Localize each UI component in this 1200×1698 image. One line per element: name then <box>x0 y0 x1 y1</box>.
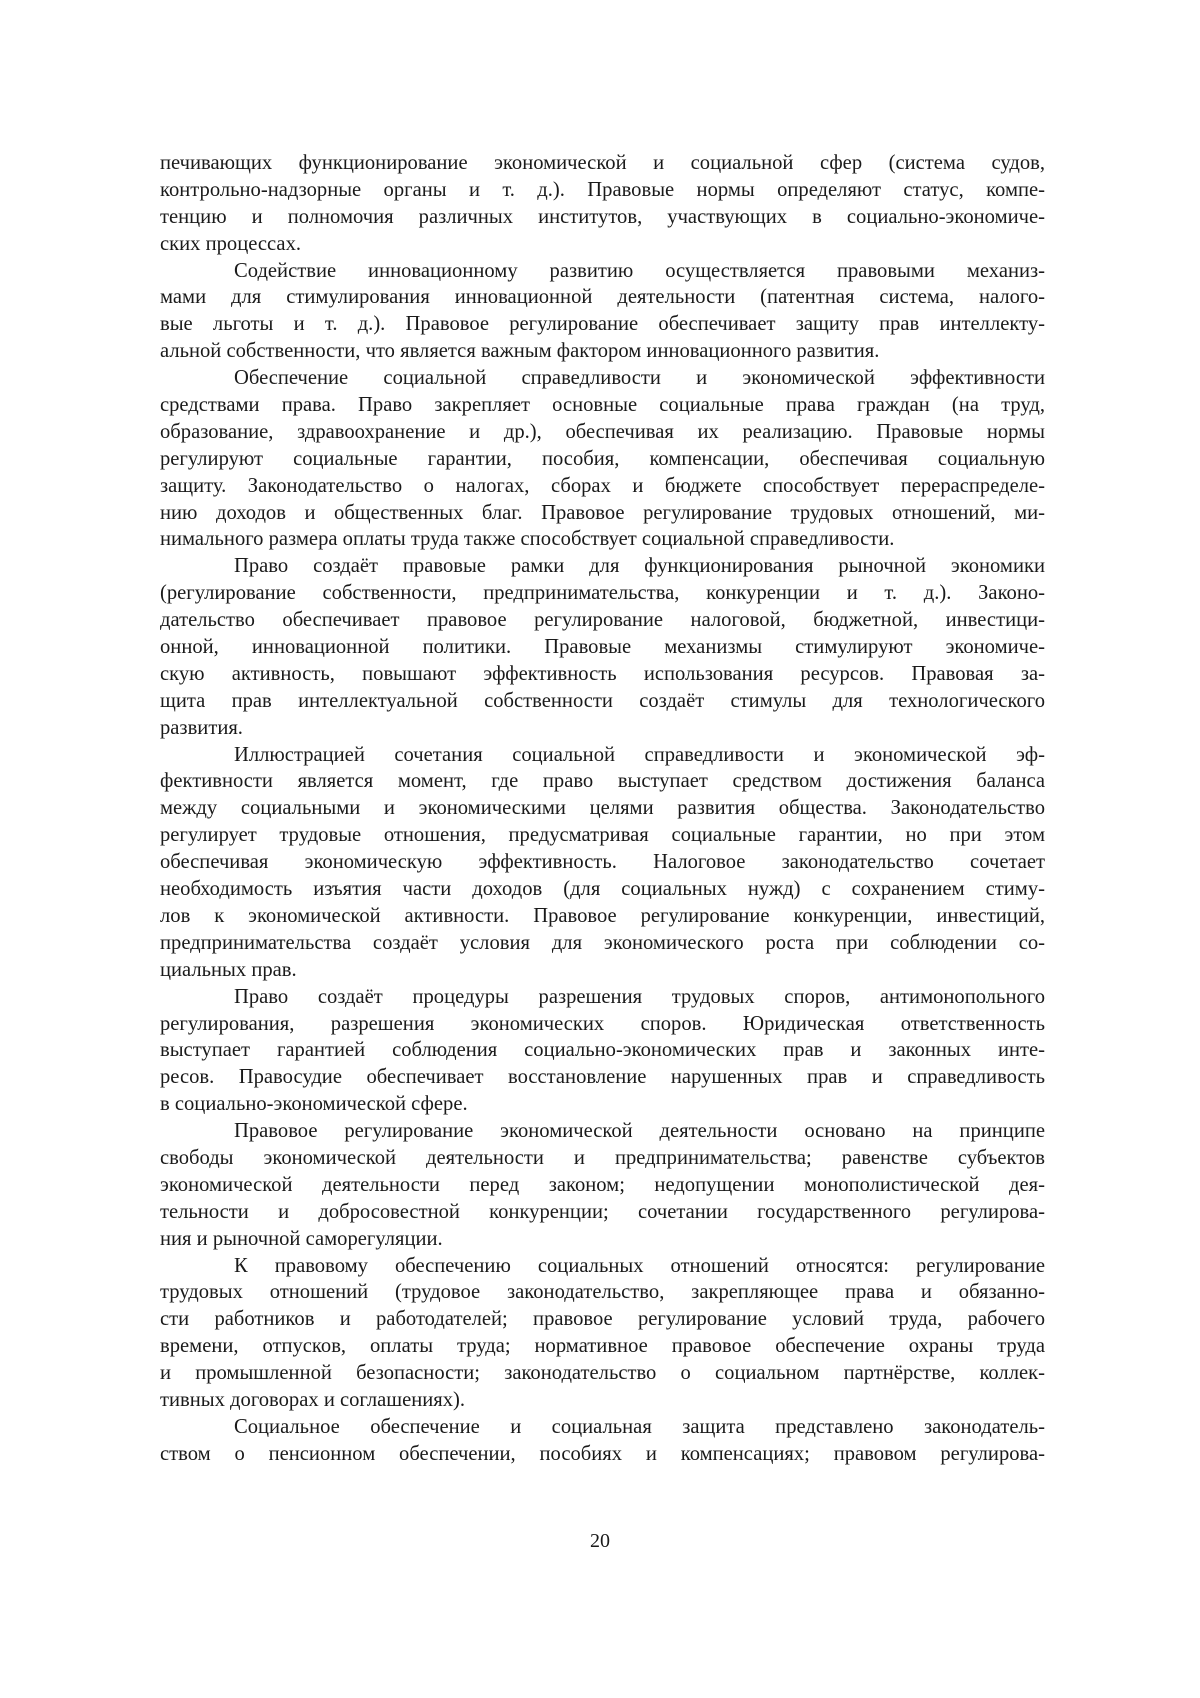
text-line: альной собственности, что является важным фактором инновационного развития. <box>160 338 1045 365</box>
document-page <box>0 0 1200 1698</box>
text-line: защиту. Законодательство о налогах, сборах и бюджете способствует перераспределе- <box>160 473 1045 500</box>
body-text <box>160 150 1045 1468</box>
text-line: дательство обеспечивает правовое регулирование налоговой, бюджетной, инвестици- <box>160 607 1045 634</box>
paragraph <box>160 150 1045 258</box>
text-line: предпринимательства создаёт условия для экономического роста при соблюдении со- <box>160 930 1045 957</box>
text-line: (регулирование собственности, предпринимательства, конкуренции и т. д.). Законо- <box>160 580 1045 607</box>
paragraph <box>160 553 1045 741</box>
text-line: циальных прав. <box>160 957 1045 984</box>
text-line: экономической деятельности перед законом; недопущении монополистической дея- <box>160 1172 1045 1199</box>
paragraph <box>160 365 1045 553</box>
text-line: Иллюстрацией сочетания социальной справедливости и экономической эф- <box>160 742 1045 769</box>
text-line: выступает гарантией соблюдения социально-экономических прав и законных инте- <box>160 1037 1045 1064</box>
paragraph <box>160 258 1045 366</box>
text-line: вые льготы и т. д.). Правовое регулирование обеспечивает защиту прав интеллекту- <box>160 311 1045 338</box>
text-line: фективности является момент, где право выступает средством достижения баланса <box>160 768 1045 795</box>
text-line: в социально-экономической сфере. <box>160 1091 1045 1118</box>
text-line: обеспечивая экономическую эффективность. Налоговое законодательство сочетает <box>160 849 1045 876</box>
text-line: лов к экономической активности. Правовое регулирование конкуренции, инвестиций, <box>160 903 1045 930</box>
text-line: регулируют социальные гарантии, пособия, компенсации, обеспечивая социальную <box>160 446 1045 473</box>
paragraph <box>160 1118 1045 1252</box>
text-line: Право создаёт правовые рамки для функционирования рыночной экономики <box>160 553 1045 580</box>
text-line: Социальное обеспечение и социальная защита представлено законодатель- <box>160 1414 1045 1441</box>
text-line: Обеспечение социальной справедливости и экономической эффективности <box>160 365 1045 392</box>
paragraph <box>160 742 1045 984</box>
text-line: тивных договорах и соглашениях). <box>160 1387 1045 1414</box>
text-line: нимального размера оплаты труда также способствует социальной справедливости. <box>160 526 1045 553</box>
text-line: ством о пенсионном обеспечении, пособиях и компенсациях; правовом регулирова- <box>160 1441 1045 1468</box>
text-line: скую активность, повышают эффективность использования ресурсов. Правовая за- <box>160 661 1045 688</box>
text-line: развития. <box>160 715 1045 742</box>
text-line: средствами права. Право закрепляет основные социальные права граждан (на труд, <box>160 392 1045 419</box>
text-line: мами для стимулирования инновационной деятельности (патентная система, налого- <box>160 284 1045 311</box>
text-line: необходимость изъятия части доходов (для социальных нужд) с сохранением стиму- <box>160 876 1045 903</box>
paragraph <box>160 984 1045 1118</box>
text-line: между социальными и экономическими целями развития общества. Законодательство <box>160 795 1045 822</box>
text-line: сти работников и работодателей; правовое регулирование условий труда, рабочего <box>160 1306 1045 1333</box>
paragraph <box>160 1414 1045 1468</box>
text-line: ния и рыночной саморегуляции. <box>160 1226 1045 1253</box>
text-line: печивающих функционирование экономической и социальной сфер (система судов, <box>160 150 1045 177</box>
text-line: ресов. Правосудие обеспечивает восстановление нарушенных прав и справедливость <box>160 1064 1045 1091</box>
text-line: контрольно-надзорные органы и т. д.). Правовые нормы определяют статус, компе- <box>160 177 1045 204</box>
text-line: и промышленной безопасности; законодательство о социальном партнёрстве, коллек- <box>160 1360 1045 1387</box>
text-line: К правовому обеспечению социальных отношений относятся: регулирование <box>160 1253 1045 1280</box>
text-line: тельности и добросовестной конкуренции; сочетании государственного регулирова- <box>160 1199 1045 1226</box>
text-line: ских процессах. <box>160 231 1045 258</box>
text-line: образование, здравоохранение и др.), обеспечивая их реализацию. Правовые нормы <box>160 419 1045 446</box>
text-line: онной, инновационной политики. Правовые механизмы стимулируют экономиче- <box>160 634 1045 661</box>
text-line: свободы экономической деятельности и предпринимательства; равенстве субъектов <box>160 1145 1045 1172</box>
text-line: щита прав интеллектуальной собственности создаёт стимулы для технологического <box>160 688 1045 715</box>
text-line: регулирует трудовые отношения, предусматривая социальные гарантии, но при этом <box>160 822 1045 849</box>
text-line: Правовое регулирование экономической деятельности основано на принципе <box>160 1118 1045 1145</box>
text-line: Право создаёт процедуры разрешения трудовых споров, антимонопольного <box>160 984 1045 1011</box>
paragraph <box>160 1253 1045 1414</box>
text-line: Содействие инновационному развитию осуществляется правовыми механиз- <box>160 258 1045 285</box>
text-line: нию доходов и общественных благ. Правовое регулирование трудовых отношений, ми- <box>160 500 1045 527</box>
page-number: 20 <box>0 1530 1200 1553</box>
text-line: регулирования, разрешения экономических споров. Юридическая ответственность <box>160 1011 1045 1038</box>
text-line: тенцию и полномочия различных институтов, участвующих в социально-экономиче- <box>160 204 1045 231</box>
text-line: трудовых отношений (трудовое законодательство, закрепляющее права и обязанно- <box>160 1279 1045 1306</box>
text-line: времени, отпусков, оплаты труда; нормативное правовое обеспечение охраны труда <box>160 1333 1045 1360</box>
